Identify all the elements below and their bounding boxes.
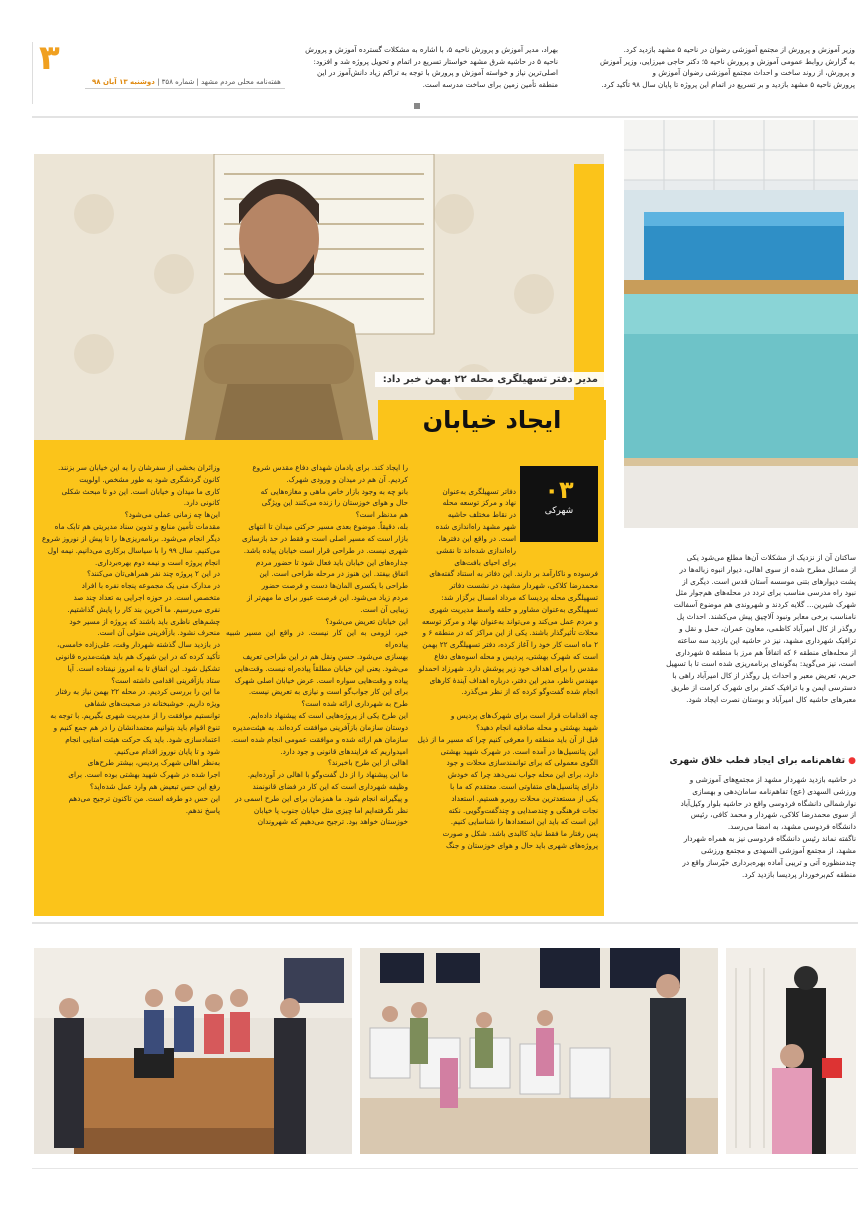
article-col-1 <box>416 462 598 912</box>
headline-block <box>370 366 606 446</box>
article-col-3: وزائران بخشی از سفرشان را به این خیابان سر بزنند. کانون گردشگری شود به طور مشخص. اولویت کاری ما میدان و خیابان است. این دو تا مبحث شکلی کانونی دارد. این‌ها چه زمانی عملی می‌شود؟ مقدمات تأمین منابع و تدوین سناد مدیریتی هم تابک ماه دیگر انجام می‌شود. برنامه‌ریزی‌ها را تا پیش از نوروز شروع می‌کنیم. سال ۹۹ را با سیاسال برکاری می‌دانیم. نیمه اول انجام پروژه است و نیمه دوم بهره‌برداری. در این ۲ پروژه چند نفر همراهی‌تان می‌کنند؟ در مدارک منی یک مجموعه پنجاه نفره با افراد متخصص است. در حوزه اجرایی به تعداد چند صد نفری می‌رسیم. ما آخرین بند کار را پایش گذاشتیم. چشم‌های ناظری باید باشند که پروژه از مسیر خود منحرف نشود. بازآفرینی متولی آن است. در بازدید سال گذشته شهردار وقت، علی‌زاده خامسی، تأکید کرده که در این شهرک هم باید هیئت‌مدیره قانونی تشکیل شود. این اتفاق تا به امروز نیفتاده است. آیا ستاد بازآفرینی اقدامی داشته است؟ ما این را بررسی کردیم. در محله ۲۲ بهمن نیاز به رفتار ویژه داریم. خوشبختانه در صحبت‌های شفاهی توانستیم موافقت را از مدیریت شهری بگیریم. با توجه به تنوع اقوام باید بتوانیم معتمدانشان را در هم جمع کنیم و اعتمادسازی شود. باید یک حرکت هیئت امنایی انجام شود و تا پایان نوروز اقدام می‌کنیم. به‌نظر اهالی شهرک پردیس، بیشتر طرح‌های اجرا شده در شهرک شهید بهشتی بوده است. برای رفع این حس تبعیض هم وارد عمل شده‌اید؟ این حس دو طرفه است. من تاکنون ترجیح می‌دهم پاسخ ندهم. <box>42 463 220 815</box>
issue-date: دوشنبه ۱۳ آبان ۹۸ <box>92 78 155 86</box>
top-right-news: وزیر آموزش و پرورش از مجتمع آموزشی رضوان در ناحیه ۵ مشهد بازدید کرد. به گزارش روابط عمومی آموزش و پرورش ناحیه ۵؛ دکتر حاجی میرزایی، وزیر آموزش و پرورش، از روند ساخت و احداث مجتمع آموزشی رضوان آموزش و پرورش ناحیه ۵ مشهد بازدید و بر تسریع در اتمام این پروژه تا پایان سال ۹۸ تأکید کرد. <box>599 45 855 89</box>
section-label: شهرکی <box>544 506 574 516</box>
issue-line <box>92 78 281 86</box>
left-col-text2: در حاشیه بازدید شهردار مشهد از مجتمع‌های آموزشی و ورزشی السهدی (عج) تفاهم‌نامه سامان‌دهی و بهسازی نوارشمالی دانشگاه فردوسی واقع در حاشیه بلوار وکیل‌آباد از سوی محمدرضا کلاکی، شهردار و محمد کافی، رئیس دانشگاه فردوسی مشهد، به امضا می‌رسد. ناگفته نماند رئیس دانشگاه فردوسی نیز به همراه شهردار مشهد، از مجتمع آموزشی السهدی و مجتمع ورزشی چندمنظوره آتی و تریبی آماده بهره‌برداری خیّرساز واقع در منطقه کم‌برخوردار پردیسا بازدید کرد. <box>680 775 856 879</box>
header-rule <box>32 116 858 118</box>
bullet-icon: ● <box>848 756 856 766</box>
telescope-photo <box>34 948 352 1154</box>
header-divider <box>85 88 285 89</box>
page-number: ۳ <box>39 38 60 78</box>
subhead <box>612 756 856 766</box>
headline: ایجاد خیابان <box>378 400 606 440</box>
page-header <box>32 38 287 104</box>
footer-rule <box>32 1168 858 1169</box>
classroom-photo <box>360 948 718 1154</box>
section-rule <box>32 922 858 924</box>
kicker: مدیر دفتر تسهیلگری محله ۲۲ بهمن خبر داد: <box>375 372 606 387</box>
subhead-text: تفاهم‌نامه برای ایجاد قطب خلاق شهری <box>669 756 845 766</box>
tag-spacer <box>516 474 598 560</box>
end-mark <box>414 95 420 114</box>
article-col-2: را ایجاد کند. برای یادمان شهدای دفاع مقدس شروع کردیم. آن هم در میدان و ورودی شهرک. بانو چه به وجود بازار خاص ماهی و مغازه‌هایی که حال و هوای خوزستان را زنده می‌کنند این ویژگی هم مدنظر است؟ بله، دقیقاً. موضوع بعدی مسیر حرکتی میدان تا انتهای بازار است که مسیر اصلی است و فقط در حد بازسازی شهری نیست. در طراحی قرار است خیابان پیاده باشد. جداره‌های این خیابان باید فعال شود تا حضور مردم اتفاق بیفتد. این هنوز در مرحله طراحی است. این طراحی با یکسری المان‌ها دست و فرصت حضور مردم زیاد می‌شود. این فرصت عبور برای ما مهم‌تر از زیبایی آن است. این خیابان تعریض می‌شود؟ خیر، لزومی به این کار نیست. در واقع این مسیر شبیه پیاده‌راه بهسازی می‌شود. حسن ونقل هم در این طراحی تعریف می‌شود. یعنی این خیابان مطلقاً پیاده‌راه نیست. وقت‌هایی پیاده و وقت‌هایی سواره است. عرض خیابان اصلی شهرک برای این کار جواب‌گو است و نیازی به تعریض نیست. طرح به شهرداری ارائه شده است؟ این طرح یکی از پروژه‌هایی است که پیشنهاد داده‌ایم. دوستان سازمان بازآفرینی موافقت کرده‌اند. به هیئت‌مدیره سازمان هم ارائه شده و موافقت عمومی انجام شده است. امیدواریم که فرایندهای قانونی و جود دارد. اهالی از این طرح باخبرند؟ ما این پیشنهاد را از دل گفت‌وگو با اهالی در آورده‌ایم. وظیفه شهرداری است که این کار در فضای قانونمند و پیگیرانه انجام شود. ما همزمان برای این طرح اسمی در نظر نگرفته‌ایم اما چیزی مثل خیابان جنوب یا خیابان خوزستان خواهد بود. ترجیح می‌دهیم که شهروندان <box>226 463 408 827</box>
pool-photo <box>624 120 858 528</box>
left-col-text: ساکنان آن از نزدیک از مشکلات آن‌ها مطلع می‌شود یکی از مسائل مطرح شده از سوی اهالی، دیوار انبوه زباله‌ها در پشت دیوارهای بتنی موسسه آستان قدس است. دیگری از نبود راه مدرسی مناسب برای تردد در محله‌های هم‌جوار مثل شهرک شیرین... گلایه کردند و شهروندی هم موضوع آسفالت نامناسب برخی معابر ونبود آلاچیق پیش می‌کشند. احداث پل روگذر از کال امیرآباد کاظمی، معاون عمران، حمل و نقل و ترافیک شهرداری مشهد، نیز در حاشیه این بازدید سه ساعته از محله‌های منطقه ۶ که اتفاقاً هم مرز با منطقه ۵ شهرداری است، نیز می‌گوید: به‌گونه‌ای برنامه‌ریزی شده است تا با تسهیل حریم، تعریض معبر و احداث پل روگذر از کال امیرآباد راهی با دسترسی ایمن و با ترافیک کمتر برای شهرک کرامت از طریق معبرهای حاشیه کال امیرآباد و بوستان نصرت ایجاد شود. <box>666 553 856 704</box>
col1-text: دفاتر تسهیلگری به‌عنوان نهاد و مرکز توسعه محله در نقاط مختلف حاشیه شهر مشهد راه‌اندازی شده است. در واقع این دفترها، راه‌اندازی شده‌اند تا نقشی برای احیای بافت‌های فرسوده و ناکارآمد بر دارند. این دفاتر به استناد گفته‌های محمدرضا کلاکی، شهردار مشهد، در نشست دفاتر تسهیلگری محله پردیسا که مرداد امسال برگزار شد: تسهیلگری به‌عنوان مشاور و حلقه واسط مدیریت شهری و مردم عمل می‌کند و می‌تواند به‌عنوان نهاد و مرکز توسعه محلات تأثیرگذار باشند. یکی از این مراکز که در منطقه ۶ و ۲ ماه است کار خود را آغاز کرده، دفتر تسهیلگری ۲۲ بهمن است که شهرک بهشتی، پردیس و محله اسوه‌های دفاع مقدس را برای اهداف خود زیر پوشش دارد. شهرزاد احمدلو مهندس ناظر، مدیر این دفتر، درباره اهداف آیندهٔ کارهای انجام شده گفت‌وگو کرده که از نظر می‌گذرد. چه اقدامات قرار است برای شهرک‌های پردیس و شهید بهشتی و محله صادقیه انجام دهید؟ قبل از آن باید منطقه را معرفی کنیم چرا که مسیر ما از ذیل این پتانسیل‌ها در آمده است. در شهرک شهید بهشتی الگوی معمولی که برای توانمندسازی محلات و جود دارد، برای این محله جواب نمی‌دهد چرا که خودش دارای پتانسیل‌های متفاوتی است. معتقدم که ما با یکی از مستعدترین محلات روبرو هستیم. استعداد نجات فرهنگی و چندصدایی و چندگفت‌وگویی. نکته این است که باید این استعدادها را شناسایی کنیم. پس رفتار ما فقط نباید کالبدی باشد. شکل و صورت پروژه‌های شهری باید حال و هوای خوزستان و جنگ <box>417 486 598 850</box>
section-number: ۰۳ <box>544 476 574 504</box>
girls-photo <box>726 948 856 1154</box>
publication-name: هفته‌نامه محلی مردم مشهد | شماره ۳۵۸ | <box>157 78 281 86</box>
top-middle-news: بهراد، مدیر آموزش و پرورش ناحیه ۵، با اشاره به مشکلات گسترده آموزش و پرورش ناحیه ۵ در حاشیه شرق مشهد خواستار تسریع در اتمام و تحویل پروژه شد و افزود: اصلی‌ترین نیاز و خواسته آموزش و پرورش با توجه به تراکم زیاد دانش‌آموز در این منطقه تأمین زمین برای ساخت مدرسه است. <box>305 45 558 89</box>
